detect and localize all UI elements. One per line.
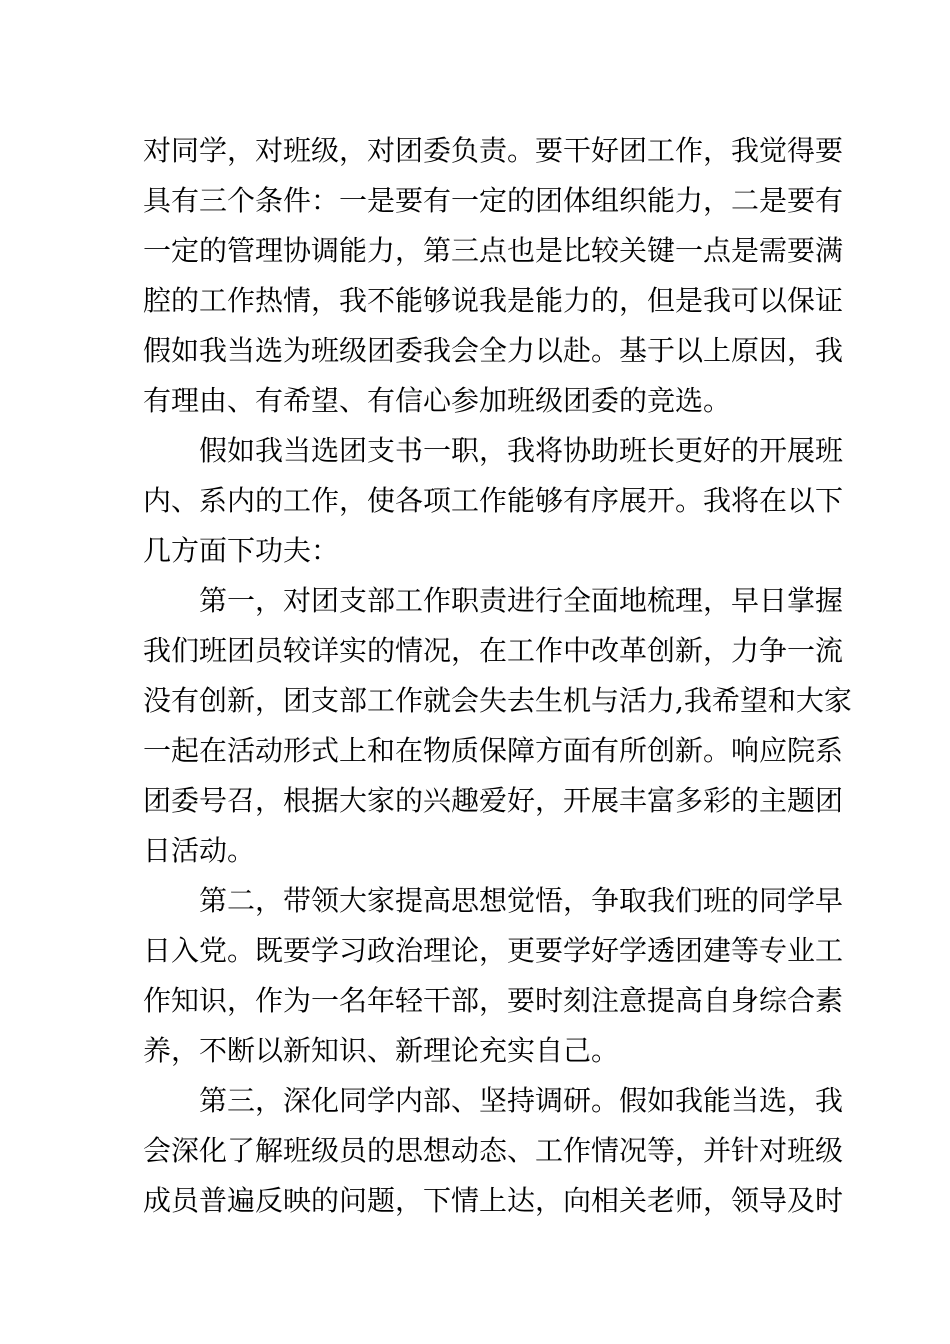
text-line: 假如我当选为班级团委我会全力以赴。基于以上原因，我: [143, 334, 844, 367]
text-line: 一起在活动形式上和在物质保障方面有所创新。响应院系: [143, 734, 844, 767]
text-line: 作知识，作为一名年轻干部，要时刻注意提高自身综合素: [143, 984, 844, 1017]
text-line: 腔的工作热情，我不能够说我是能力的，但是我可以保证: [143, 284, 844, 317]
text-line: 我们班团员较详实的情况，在工作中改革创新，力争一流: [143, 634, 844, 667]
text-line: 团委号召，根据大家的兴趣爱好，开展丰富多彩的主题团: [143, 784, 844, 817]
text-line: 几方面下功夫：: [143, 534, 340, 567]
text-line: 有理由、有希望、有信心参加班级团委的竞选。: [143, 384, 732, 417]
text-line: 成员普遍反映的问题，下情上达，向相关老师，领导及时: [143, 1184, 844, 1217]
text-line: 养，不断以新知识、新理论充实自己。: [143, 1034, 620, 1067]
text-line: 内、系内的工作，使各项工作能够有序展开。我将在以下: [143, 484, 844, 517]
text-line: 第一，对团支部工作职责进行全面地梳理，早日掌握: [199, 584, 844, 617]
text-line: 没有创新，团支部工作就会失去生机与活力,我希望和大家: [143, 684, 852, 717]
text-line: 会深化了解班级员的思想动态、工作情况等，并针对班级: [143, 1134, 844, 1167]
text-line: 第三，深化同学内部、坚持调研。假如我能当选，我: [199, 1084, 844, 1117]
text-line: 一定的管理协调能力，第三点也是比较关键一点是需要满: [143, 234, 844, 267]
text-line: 具有三个条件：一是要有一定的团体组织能力，二是要有: [143, 184, 844, 217]
text-line: 第二，带领大家提高思想觉悟，争取我们班的同学早: [199, 884, 844, 917]
text-line: 假如我当选团支书一职，我将协助班长更好的开展班: [199, 434, 844, 467]
text-line: 日入党。既要学习政治理论，更要学好学透团建等专业工: [143, 934, 844, 967]
document-body: [143, 126, 852, 1226]
text-line: 对同学，对班级，对团委负责。要干好团工作，我觉得要: [143, 134, 844, 167]
text-line: 日活动。: [143, 834, 256, 867]
